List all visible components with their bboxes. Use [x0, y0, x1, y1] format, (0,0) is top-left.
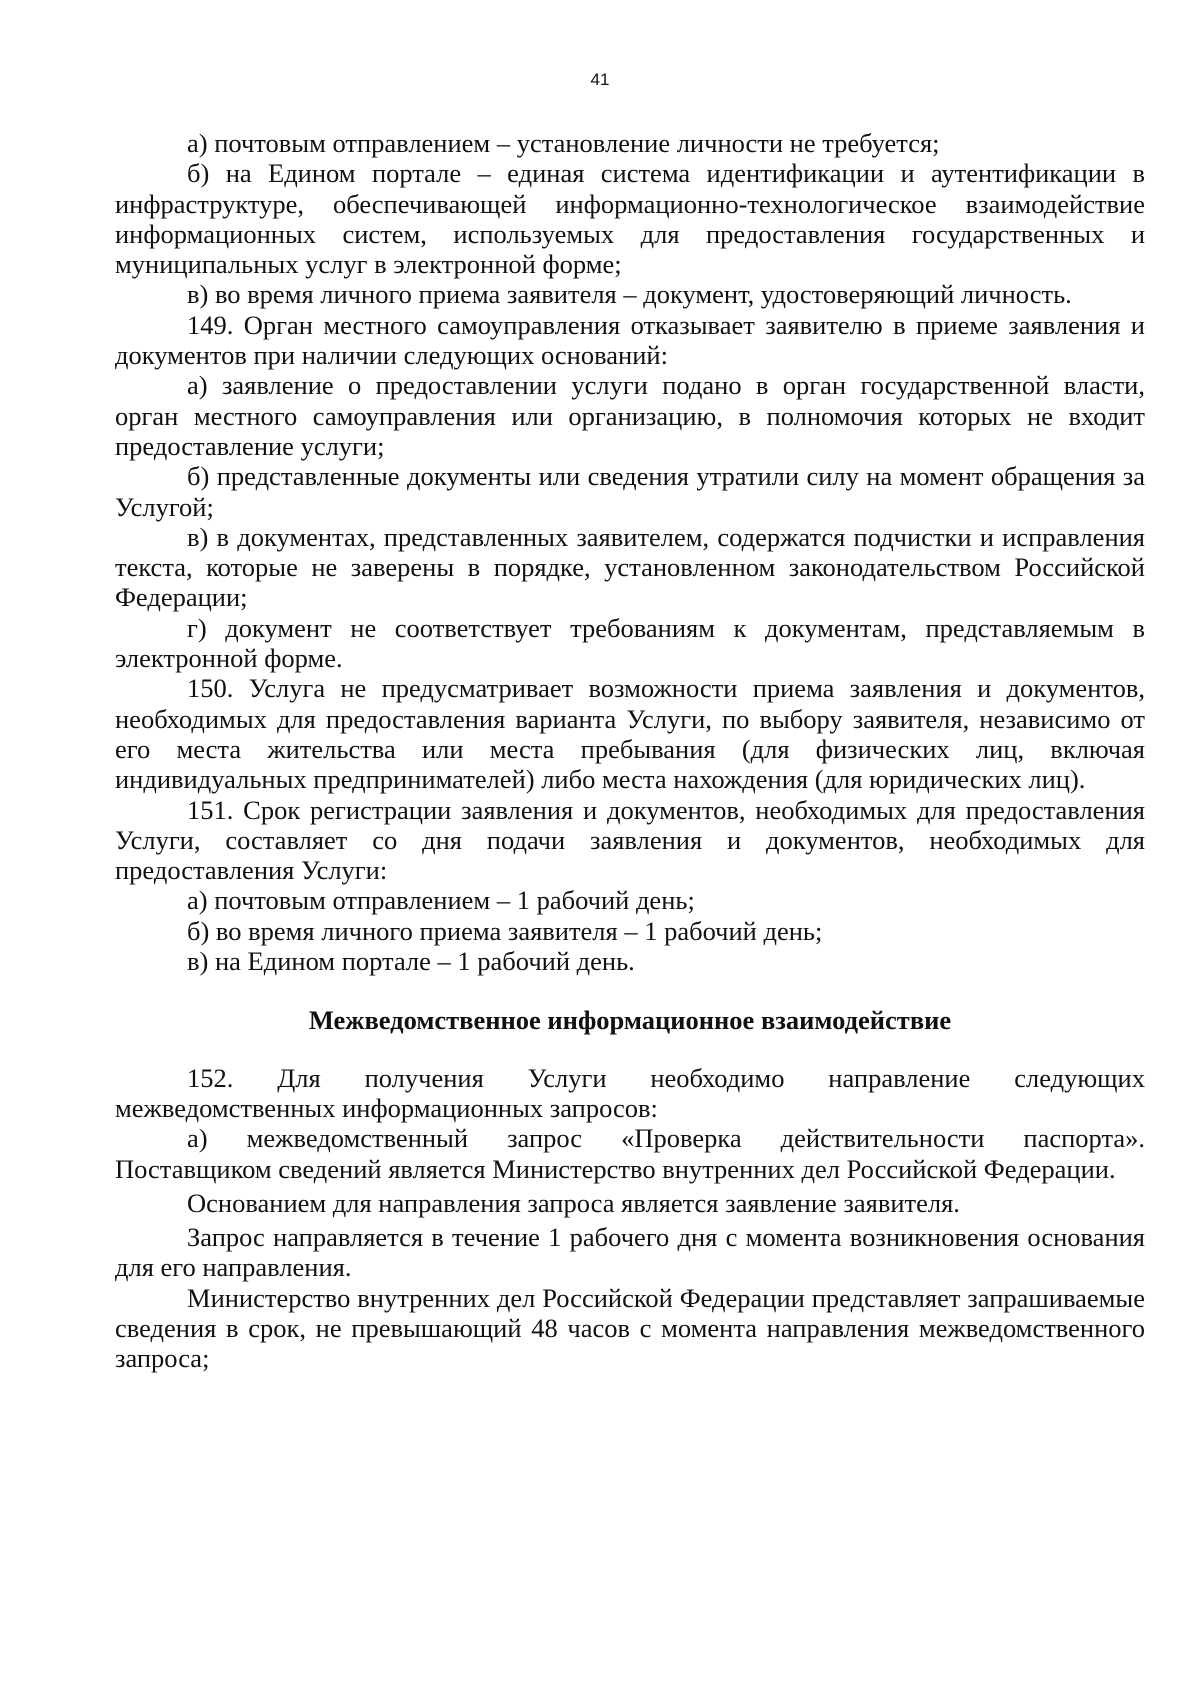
- paragraph-request-basis: Основанием для направления запроса является заявление заявителя.: [187, 1187, 960, 1218]
- paragraph-identification-portal: б) на Едином портале – единая система идентификации и аутентификации в инфраструктуре, обеспечивающей информационно-технологическое взаимодействие информационных систем, используемых для предоставления государственных и муниципальных услуг в электронной форме;: [115, 158, 1145, 280]
- paragraph-149-v: в) в документах, представленных заявителем, содержатся подчистки и исправления текста, которые не заверены в порядке, установленном законодательством Российской Федерации;: [115, 521, 1145, 613]
- paragraph-identification-by-mail: а) почтовым отправлением – установление личности не требуется;: [187, 128, 940, 158]
- paragraph-151: 151. Срок регистрации заявления и документов, необходимых для предоставления Услуги, составляет со дня подачи заявления и документов, необходимых для предоставления Услуги:: [115, 794, 1145, 886]
- paragraph-152-a: а) межведомственный запрос «Проверка действительности паспорта». Поставщиком сведений является Министерство внутренних дел Российской Федерации.: [115, 1123, 1145, 1184]
- paragraph-149: 149. Орган местного самоуправления отказывает заявителю в приеме заявления и документов при наличии следующих оснований:: [115, 309, 1145, 371]
- paragraph-identification-in-person: в) во время личного приема заявителя – документ, удостоверяющий личность.: [187, 279, 1072, 310]
- paragraph-response-deadline: Министерство внутренних дел Российской Федерации представляет запрашиваемые сведения в срок, не превышающий 48 часов с момента направления межведомственного запроса;: [115, 1282, 1145, 1374]
- paragraph-151-v: в) на Едином портале – 1 рабочий день.: [187, 946, 635, 977]
- paragraph-151-b: б) во время личного приема заявителя – 1 рабочий день;: [187, 915, 823, 946]
- paragraph-151-a: а) почтовым отправлением – 1 рабочий день;: [187, 885, 695, 916]
- paragraph-149-b: б) представленные документы или сведения утратили силу на момент обращения за Услугой;: [115, 461, 1145, 522]
- section-heading: Межведомственное информационное взаимодействие: [308, 1005, 952, 1036]
- paragraph-149-g: г) документ не соответствует требованиям к документам, представляемым в электронной форме.: [115, 612, 1145, 674]
- document-body: [115, 128, 1145, 1374]
- paragraph-request-timing: Запрос направляется в течение 1 рабочего дня с момента возникновения основания для его направления.: [115, 1222, 1145, 1283]
- paragraph-150: 150. Услуга не предусматривает возможности приема заявления и документов, необходимых для предоставления варианта Услуги, по выбору заявителя, независимо от его места жительства или места пребывания (для физических лиц, включая индивидуальных предпринимателей) либо места нахождения (для юридических лиц).: [115, 673, 1145, 795]
- paragraph-149-a: а) заявление о предоставлении услуги подано в орган государственной власти, орган местного самоуправления или организацию, в полномочия которых не входит предоставление услуги;: [115, 370, 1145, 461]
- page-number: 41: [590, 70, 610, 89]
- paragraph-152: 152. Для получения Услуги необходимо направление следующих межведомственных информационных запросов:: [115, 1062, 1145, 1123]
